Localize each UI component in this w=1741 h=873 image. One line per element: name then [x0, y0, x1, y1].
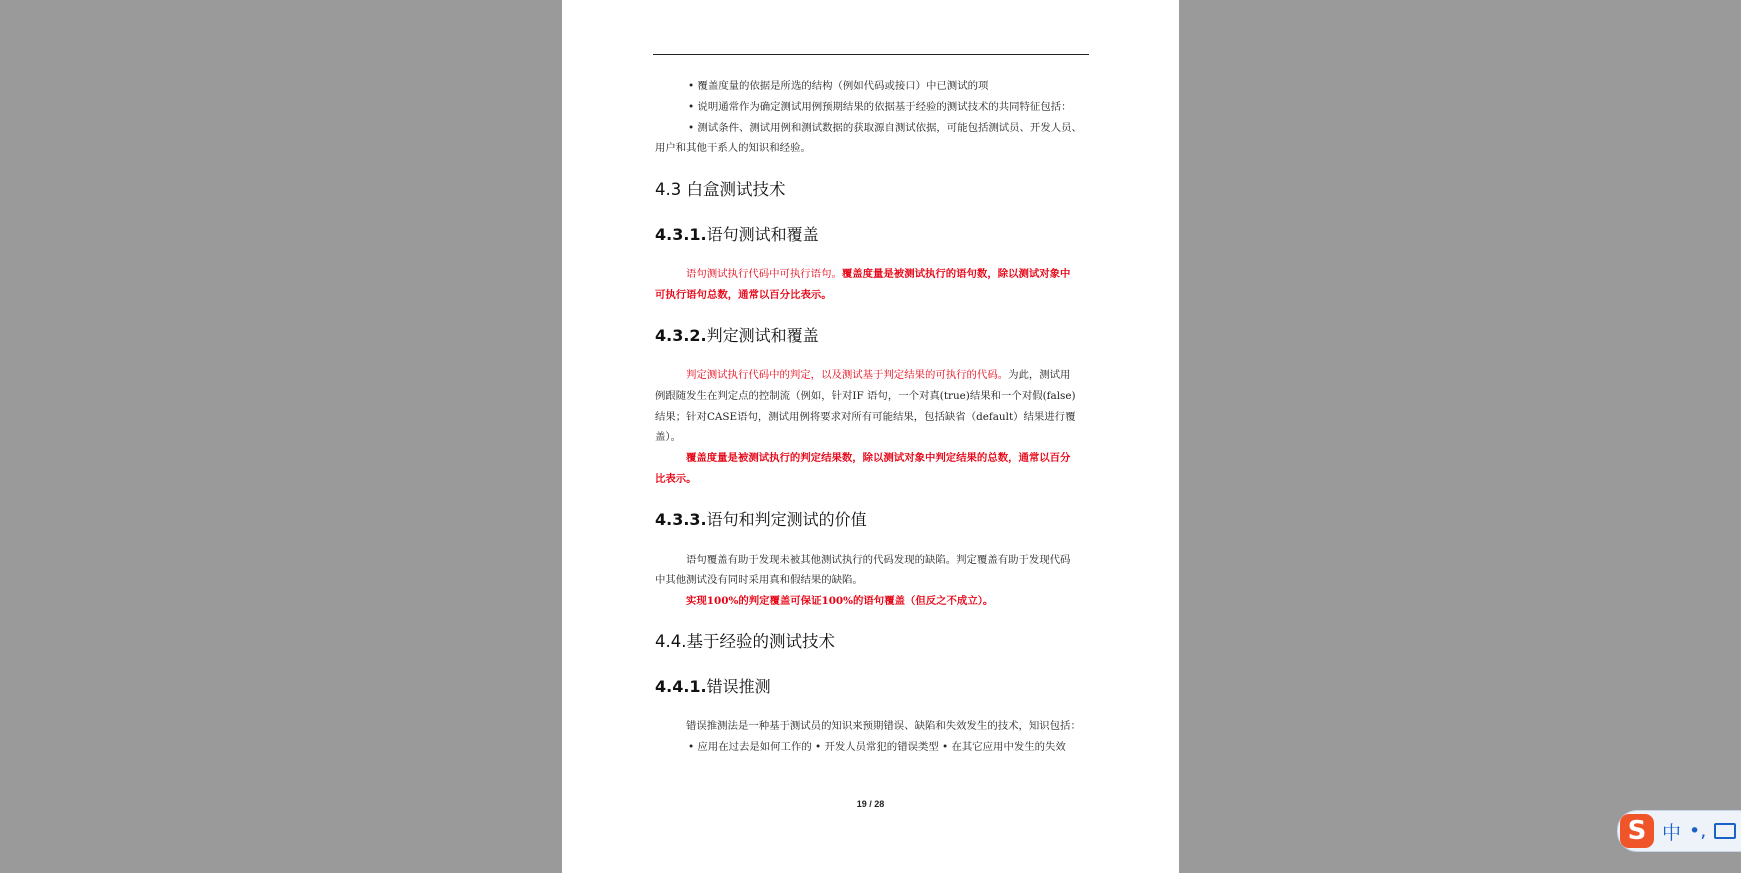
paragraph-line: 语句覆盖有助于发现未被其他测试执行的代码发现的缺陷。判定覆盖有助于发现代码	[686, 554, 1071, 566]
document-page	[562, 0, 1179, 873]
red-bold-text: 覆盖度量是被测试执行的语句数，除以测试对象中	[841, 268, 1071, 280]
heading-4-3-3	[655, 507, 867, 530]
heading-4-4: 4.4.基于经验的测试技术	[655, 632, 835, 651]
ime-mode-toggle[interactable]: 中	[1662, 821, 1682, 844]
paragraph-line: 覆盖度量是被测试执行的判定结果数，除以测试对象中判定结果的总数，通常以百分	[686, 452, 1071, 464]
sogou-logo-icon[interactable]: S	[1620, 814, 1654, 848]
header-rule	[653, 54, 1089, 55]
bullet-line: • 测试条件、测试用例和测试数据的获取源自测试依据，可能包括测试员、开发人员、	[688, 122, 1082, 134]
ime-punctuation-toggle[interactable]: •,	[1689, 820, 1707, 842]
heading-number: 4.3.3.	[655, 510, 707, 529]
paragraph-line	[686, 368, 1121, 382]
paragraph-line: 中其他测试没有同时采用真和假结果的缺陷。	[655, 574, 863, 586]
paragraph-line: 可执行语句总数，通常以百分比表示。	[655, 289, 832, 301]
ime-toolbar[interactable]	[1617, 810, 1741, 852]
heading-text: 错误推测	[706, 677, 771, 696]
paragraph-line: 结果；针对CASE语句，测试用例将要求对所有可能结果，包括缺省（default）结果进行覆	[655, 411, 1076, 423]
heading-4-4-1	[655, 674, 771, 697]
paragraph-line: 比表示。	[655, 473, 697, 485]
heading-number: 4.3.1.	[655, 225, 707, 244]
page-number: 19 / 28	[856, 799, 885, 809]
paragraph-line: 错误推测法是一种基于测试员的知识来预期错误、缺陷和失效发生的技术，知识包括：	[686, 720, 1081, 732]
red-text: 判定测试执行代码中的判定，以及测试基于判定结果的可执行的代码。	[686, 369, 1009, 381]
bullet-line: • 说明通常作为确定测试用例预期结果的依据基于经验的测试技术的共同特征包括：	[688, 101, 1072, 113]
bullet-line: • 覆盖度量的依据是所选的结构（例如代码或接口）中已测试的项	[688, 80, 989, 92]
heading-number: 4.3.2.	[655, 326, 707, 345]
heading-4-3: 4.3 白盒测试技术	[655, 180, 786, 199]
heading-text: 判定测试和覆盖	[706, 326, 819, 345]
body-line: 用户和其他干系人的知识和经验。	[655, 142, 811, 154]
red-text: 语句测试执行代码中可执行语句。	[686, 268, 842, 280]
paragraph-line: 例跟随发生在判定点的控制流（例如，针对IF 语句，一个对真(true)结果和一个对假(false)	[655, 390, 1076, 402]
body-text: 为此，测试用	[1008, 369, 1071, 381]
keyboard-icon[interactable]	[1714, 823, 1736, 839]
heading-4-3-1	[655, 222, 819, 245]
paragraph-line: 盖）。	[655, 431, 681, 443]
heading-text: 语句和判定测试的价值	[706, 510, 867, 529]
paragraph-line: • 应用在过去是如何工作的 • 开发人员常犯的错误类型 • 在其它应用中发生的失效	[688, 741, 1066, 753]
paragraph-line	[686, 267, 1121, 281]
heading-text: 语句测试和覆盖	[706, 225, 819, 244]
heading-number: 4.4.1.	[655, 677, 707, 696]
paragraph-line: 实现100%的判定覆盖可保证100%的语句覆盖（但反之不成立）。	[686, 595, 994, 607]
heading-4-3-2	[655, 323, 819, 346]
